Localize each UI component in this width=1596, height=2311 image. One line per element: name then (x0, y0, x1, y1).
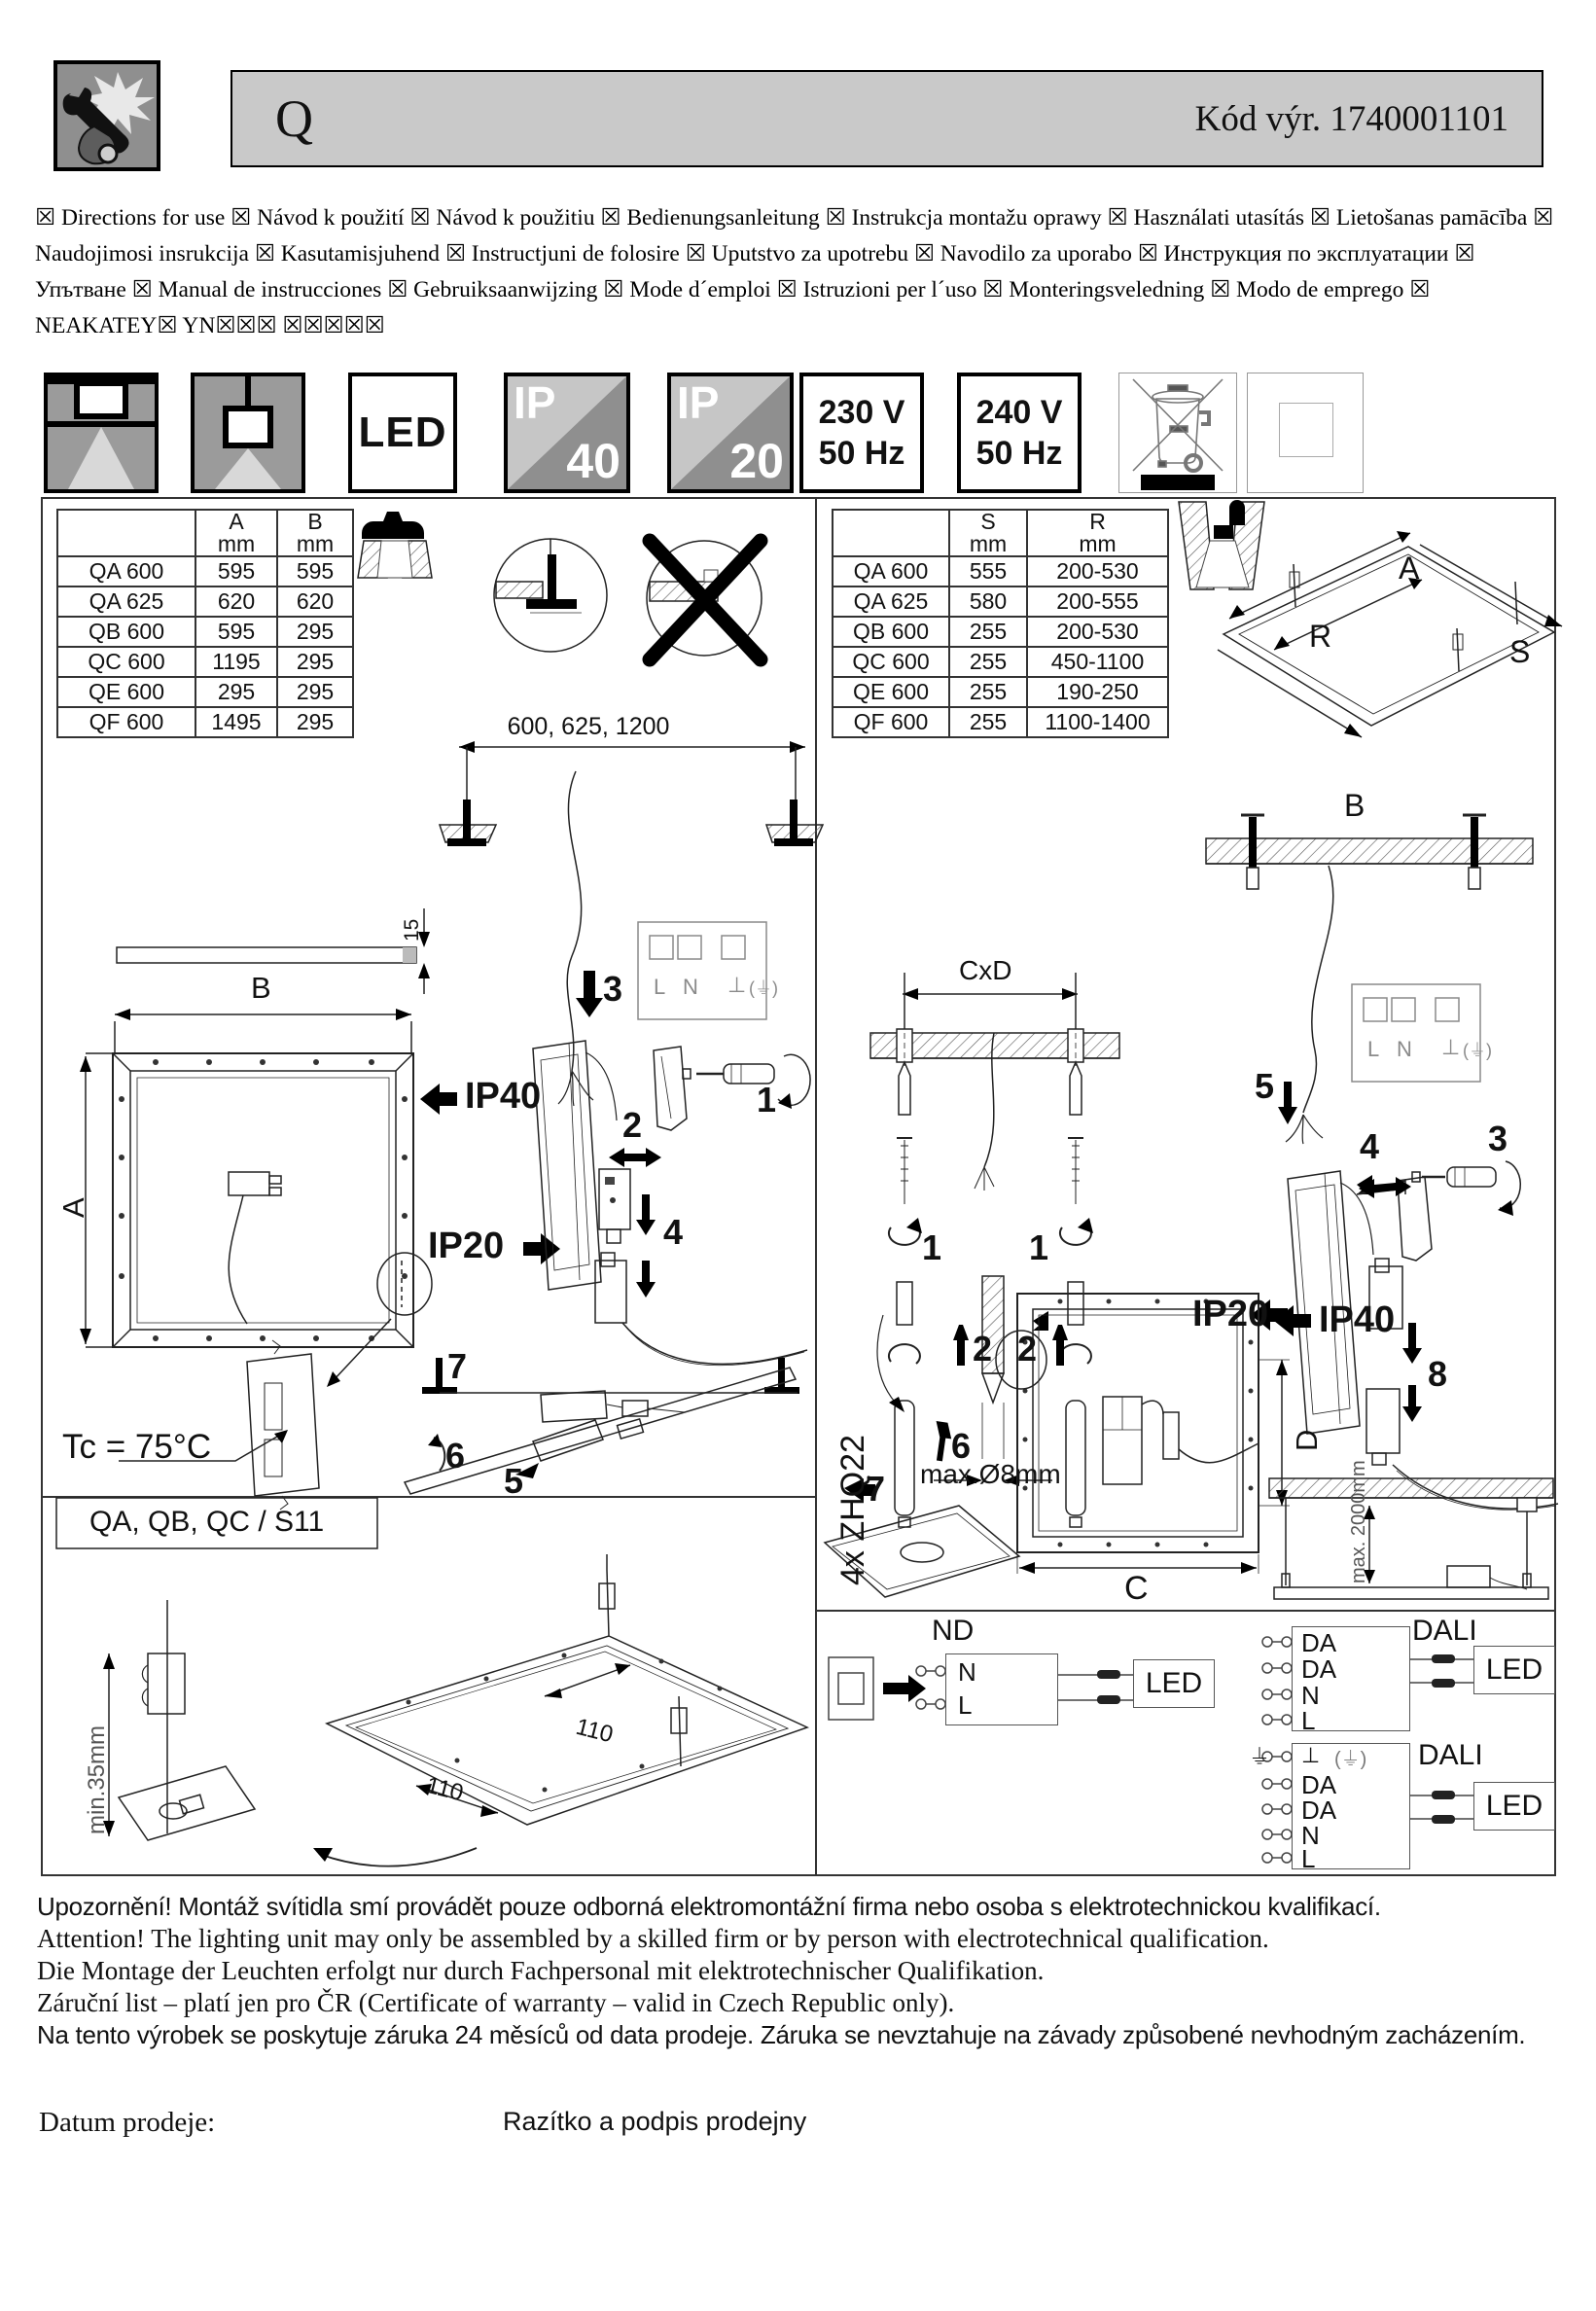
terminal-pe: (⏚) (1463, 1041, 1492, 1060)
tgrid-not-allowed-detail (647, 541, 762, 659)
terminal-n: N (1301, 1821, 1320, 1850)
date-of-sale-label: Datum prodeje: (39, 2107, 216, 2138)
terminal-n: N (1301, 1681, 1320, 1710)
terminal-l: L (1301, 1706, 1316, 1735)
table-row: QA 625 580 200-555 (833, 587, 1168, 617)
anchor-stack-left (889, 1062, 922, 1527)
warning-en: Attention! The lighting unit may only be assembled by a skilled firm or by person with electrotechnical qualification. (37, 1924, 1269, 1953)
recessed-luminaire-icon (44, 373, 159, 493)
dim-110-label: 110 (423, 1771, 467, 1807)
step-8: 8 (1428, 1354, 1448, 1394)
iso-b-label: B (1344, 788, 1365, 823)
title-bar (231, 70, 1543, 167)
recessed-symbol-icon (1247, 373, 1364, 493)
dim-d-label: D (1290, 1429, 1324, 1451)
span-dim-label: 600, 625, 1200 (507, 713, 670, 740)
ip20-label: IP20 (428, 1226, 505, 1266)
wrench-logo-icon (57, 64, 157, 167)
dim-a-label: A (56, 1197, 90, 1218)
step-1: 1 (1029, 1227, 1049, 1267)
terminal-letter-n: N (1397, 1037, 1412, 1061)
quick-connectors (595, 1169, 807, 1366)
dim-c-label: C (1124, 1570, 1149, 1607)
earth-terminal: ⊥ (1301, 1743, 1321, 1767)
warranty-cz: Na tento výrobek se poskytuje záruka 24 měsíců od data prodeje. Záruka se nevztahuje na závady způsobené nevhodným zacházením. (37, 2020, 1526, 2049)
dimension-table-sr: S mm R mm QA 600 555 200-530 QA 625 580 200-555 QB 600 255 200-530 QC 600 255 450-1100 QE 600 255 190-250 QF 600 255 1100-1400 (832, 509, 1169, 738)
product-code: Kód výr. 1740001101 (1194, 98, 1508, 139)
s11-suspension-diagram (41, 1498, 817, 1876)
isometric-panel (313, 1554, 807, 1867)
mains-cable (558, 771, 593, 1106)
dim-110-label: 110 (573, 1713, 617, 1749)
suspended-panel-view (1269, 1478, 1553, 1599)
terminal-da: DA (1301, 1628, 1337, 1657)
ip40-label: IP40 (1319, 1299, 1396, 1340)
ip20-label: IP20 (1192, 1294, 1269, 1334)
led-icon-label: LED (358, 409, 447, 456)
arrow-down-5 (1278, 1082, 1297, 1124)
s11-label: QA, QB, QC / S11 (89, 1506, 325, 1538)
nd-label: ND (932, 1615, 975, 1647)
pendant-luminaire-icon (191, 373, 305, 493)
table-row: QF 600 255 1100-1400 (833, 707, 1168, 737)
led-box-nd (1133, 1659, 1215, 1708)
step-5: 5 (1255, 1066, 1275, 1106)
ip20-num-label: 20 (729, 434, 784, 488)
led-icon (348, 373, 457, 493)
thickness-label: 15 (401, 918, 423, 942)
span-dimension (459, 741, 805, 805)
zhq22-label: 4x ZHQ22 (834, 1435, 871, 1585)
weee-bin-icon (1118, 373, 1237, 493)
warnings-block (37, 1891, 1562, 2051)
v230-line1: 230 V (818, 394, 905, 431)
v230-line2: 50 Hz (818, 435, 905, 472)
step-1: 1 (922, 1227, 942, 1267)
ip40-icon (504, 373, 630, 493)
ip20-icon (667, 373, 794, 493)
terminal-pe: (⏚) (749, 978, 778, 998)
terminal-l: L (1301, 1844, 1316, 1873)
iso-a-label: A (1399, 551, 1420, 586)
table-row: QB 600 255 200-530 (833, 617, 1168, 647)
led-box-dali1 (1473, 1646, 1555, 1694)
max8-label: max.Ø8mm (920, 1459, 1061, 1489)
wire-hanger-detail (103, 1600, 255, 1840)
step-4: 4 (663, 1212, 684, 1252)
step-4: 4 (1360, 1126, 1380, 1166)
recessed-anchor-icon (1179, 500, 1264, 589)
table-row: QE 600 295 295 (57, 677, 353, 707)
min35-label: min.35mm (84, 1724, 110, 1834)
frame-profile-detail (119, 1340, 319, 1510)
table-row: QC 600 1195 295 (57, 647, 353, 677)
warranty-note: Záruční list – platí jen pro ČR (Certificate of warranty – valid in Czech Republic only). (37, 1988, 955, 2017)
panel-front-view (113, 1053, 432, 1347)
cxd-label: CxD (959, 955, 1012, 985)
warning-cz: Upozornění! Montáž svítidla smí provádět pouze odborná elektromontážní firma nebo osoba s elektrotechnickou kvalifikací. (37, 1892, 1381, 1921)
terminal-letter-n: N (683, 975, 698, 999)
voltage-240-icon (957, 373, 1082, 493)
dali2-label: DALI (1418, 1739, 1483, 1771)
ip40-ip-label: IP (514, 377, 556, 428)
arrow-right-ip20 (523, 1233, 560, 1264)
led-label: LED (1145, 1667, 1203, 1699)
terminal-da: DA (1301, 1770, 1337, 1799)
step-2: 2 (622, 1105, 643, 1145)
left-installation-diagram (41, 497, 817, 1496)
zhq-arrow (877, 1315, 901, 1408)
weee-drawing (1119, 373, 1236, 492)
ceiling-hatched (1206, 815, 1533, 889)
arrow-double-2 (609, 1148, 661, 1167)
v240-line1: 240 V (975, 394, 1063, 431)
terminal-l: L (958, 1690, 973, 1720)
warning-de: Die Montage der Leuchten erfolgt nur durch Fachpersonal mit elektrotechnischer Qualifikation. (37, 1956, 1045, 1985)
max2000-label: max. 2000mm (1348, 1460, 1369, 1583)
terminal-block (638, 922, 766, 1019)
terminal-block (1352, 984, 1480, 1082)
led-box-dali2 (1473, 1782, 1555, 1831)
cd-panel-view (996, 1294, 1311, 1574)
iso-s-label: S (1509, 634, 1531, 669)
arrow-down-6 (931, 1421, 953, 1462)
dali1-label: DALI (1412, 1615, 1477, 1647)
step-2: 2 (1017, 1329, 1038, 1369)
step-1: 1 (757, 1080, 777, 1120)
wall-switch-icon (829, 1657, 873, 1720)
tgrid-allowed-detail (494, 539, 607, 652)
mains-cable (1286, 866, 1333, 1144)
tc-label: Tc = 75°C (62, 1428, 212, 1466)
led-label: LED (1485, 1653, 1543, 1686)
step-7: 7 (447, 1346, 468, 1386)
terminal-letter-l: L (1367, 1037, 1380, 1061)
iso-r-label: R (1309, 619, 1332, 654)
ip40-num-label: 40 (566, 434, 621, 488)
terminal-earth: ⊥ (1441, 1035, 1461, 1059)
earth-symbol: ⏚ (1249, 1745, 1271, 1769)
step-2: 2 (973, 1329, 993, 1369)
terminal-da: DA (1301, 1795, 1337, 1825)
table-row: QB 600 595 295 (57, 617, 353, 647)
terminal-letter-l: L (654, 975, 666, 999)
arrow-left-ip40 (420, 1084, 457, 1115)
table-row: QA 625 620 620 (57, 587, 353, 617)
voltage-230-icon (799, 373, 924, 493)
earth-protective: (⏚) (1334, 1749, 1367, 1770)
terminal-earth: ⊥ (727, 973, 747, 997)
step-6: 6 (445, 1436, 466, 1475)
table-row: QF 600 1495 295 (57, 707, 353, 737)
ip20-ip-label: IP (677, 377, 720, 428)
v240-line2: 50 Hz (975, 435, 1063, 472)
step-3: 3 (603, 969, 623, 1009)
spring-clip-icon (358, 512, 432, 578)
product-letter: Q (275, 89, 313, 148)
table-row: QC 600 255 450-1100 (833, 647, 1168, 677)
table-row: QA 600 555 200-530 (833, 556, 1168, 587)
terminal-da: DA (1301, 1654, 1337, 1684)
dimension-b (115, 1009, 411, 1053)
languages-line: ☒ Directions for use ☒ Návod k použití ☒ Návod k použitiu ☒ Bedienungsanleitung ☒ Instrukcja montažu oprawy ☒ Használati utasítás ☒ Lietošanas pamācība ☒ Naudojimosi insrukcija ☒ Kasutamisjuhend ☒ Instructjuni de folosire ☒ Uputstvo za upotrebu ☒ Navodilo za uporabo ☒ Инструкция по эксплуатации ☒ Упътване ☒ Manual de instrucciones ☒ Gebruiksaanwijzing ☒ Mode d´emploi ☒ Istruzioni per l´uso ☒ Monteringsveledning ☒ Modo de emprego ☒ NEAKATEY☒ YN☒☒☒ ☒☒☒☒☒ (35, 205, 1554, 338)
dim-b-label: B (251, 971, 271, 1005)
brand-logo (53, 60, 160, 171)
tbar-clip-left (440, 800, 496, 846)
arrow-up-2b (1052, 1325, 1068, 1366)
arrow-up-2a (953, 1325, 969, 1366)
step-5: 5 (504, 1461, 524, 1501)
screwdriver (683, 1054, 810, 1109)
stamp-signature-label: Razítko a podpis prodejny (503, 2107, 807, 2136)
terminal-n: N (958, 1657, 976, 1687)
ip40-label: IP40 (465, 1076, 542, 1117)
arrow-down-3 (576, 971, 603, 1017)
panel-side-view (117, 908, 430, 994)
tbar-clip-right (766, 800, 823, 846)
step-3: 3 (1488, 1119, 1508, 1158)
dimension-table-ab: A mm B mm QA 600 595 595 QA 625 620 620 QB 600 595 295 QC 600 1195 295 QE 600 295 295 QF 600 1495 295 (56, 509, 354, 738)
step-6: 6 (951, 1426, 972, 1466)
table-row: QE 600 255 190-250 (833, 677, 1168, 707)
step-7: 7 (866, 1469, 886, 1509)
led-label: LED (1485, 1790, 1543, 1822)
arrow-right (883, 1675, 926, 1702)
table-row: QA 600 595 595 (57, 556, 353, 587)
